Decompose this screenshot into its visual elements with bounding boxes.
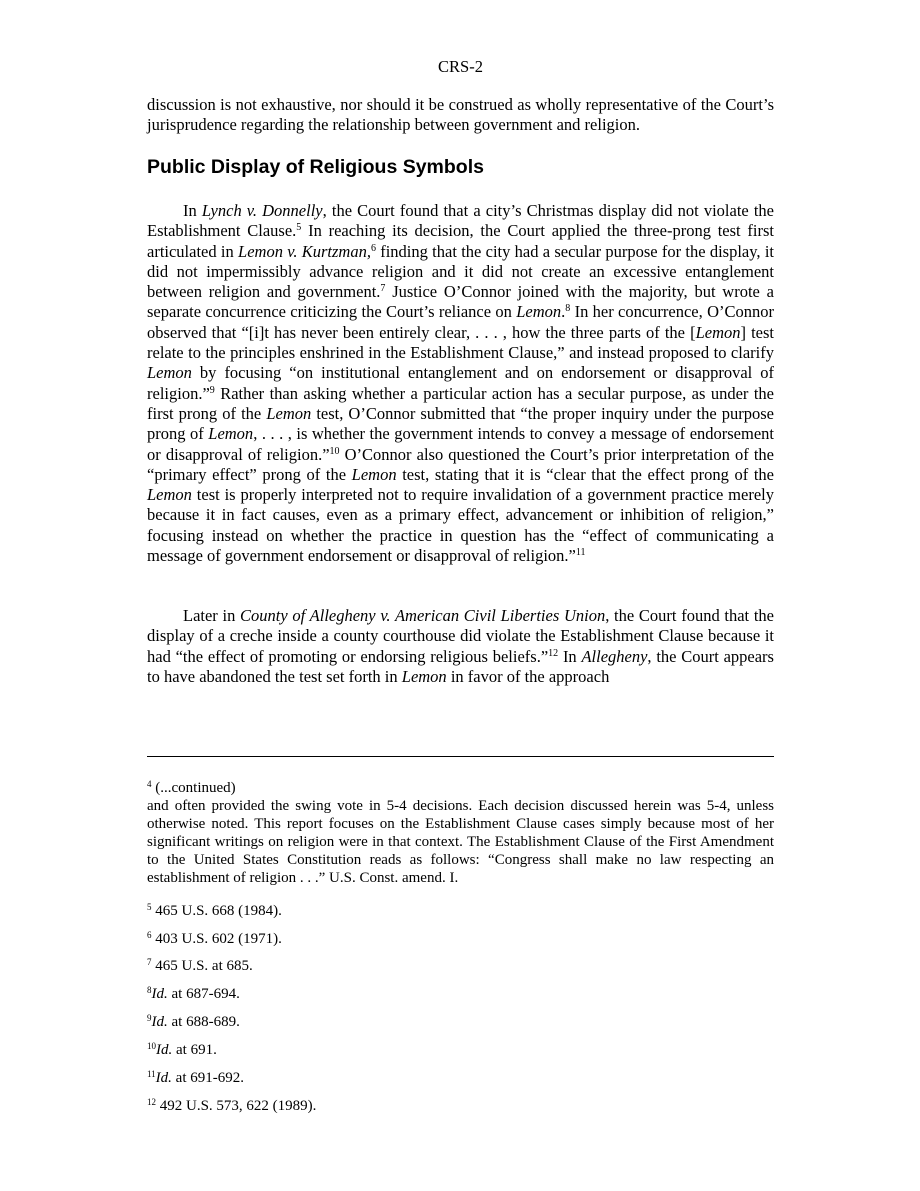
footnote-4-continued [147,779,774,887]
text-run: In [558,646,582,666]
footnote-number: 10 [147,1041,156,1051]
footnote-text: 403 U.S. 602 (1971). [151,931,282,947]
footnote-continued-label [147,779,774,797]
footnote-italic: Id. [151,1014,168,1030]
case-name: Lemon [147,363,192,383]
footnote-number: 9 [147,1013,152,1023]
footnote-number: 7 [147,957,152,967]
text-run: , . . . , is whether the government intends to convey a message of endorsement or disapproval of religion.” [147,424,774,464]
footnote-6 [147,930,774,948]
footnote-text: at 691-692. [171,1070,244,1086]
footnote-12 [147,1097,774,1115]
text-run: , the Court found that a city’s Christmas display did not violate the Establishment Clause. [147,201,774,241]
footnote-italic: Id. [156,1042,173,1058]
footnote-ref: 10 [329,445,340,457]
footnote-number: 12 [147,1097,156,1107]
footnote-11 [147,1069,774,1087]
text-run: Later in [183,606,241,625]
text-run: test is properly interpreted not to require invalidation of a government practice merely because it in fact causes, even as a primary effect, advancement or inhibition of religion,” focusing instead on whether the practice in question has the “effect of communicating a message of government endorsement or disapproval of religion.” [147,485,774,566]
footnote-text: 465 U.S. 668 (1984). [151,903,282,919]
footnote-ref: 6 [370,242,376,254]
footnote-ref: 5 [296,222,302,234]
footnote-text: 492 U.S. 573, 622 (1989). [156,1098,317,1114]
text-run: , the Court found that the display of a creche inside a county courthouse did violate the Establishment Clause because it had “the effect of promoting or endorsing religious beliefs.” [147,606,774,666]
footnote-ref: 11 [575,547,586,559]
page-header [147,57,774,77]
text-run: O’Connor also questioned the Court’s prior interpretation of the “primary effect” prong of the [147,444,774,484]
footnote-7 [147,957,774,975]
case-name: Lemon [208,424,254,444]
footnote-text: at 691. [172,1042,217,1058]
text-run: Justice O’Connor joined with the majority, but wrote a separate concurrence criticizing the Court’s reliance on [147,282,774,322]
footnote-number: 4 [147,779,152,789]
case-name: Lemon v. Kurtzman, [238,241,371,261]
footnote-9 [147,1013,774,1031]
paragraph-allegheny [147,606,774,687]
text-run: In her concurrence, O’Connor observed that “[i]t has never been entirely clear, . . . , how the three parts of the [ [147,302,774,342]
case-name: Lemon [695,322,741,342]
footnote-italic: Id. [151,986,168,1002]
case-name: Lemon [266,403,312,423]
text-run: , the Court appears to have abandoned the test set forth in [147,646,774,686]
text-run: In reaching its decision, the Court applied the three-prong test first articulated in [147,221,774,261]
case-name: County of Allegheny v. American Civil Liberties Union [240,606,606,625]
text-run: In [183,201,202,220]
text-run: finding that the city had a secular purpose for the display, it did not impermissibly advance religion and it did not create an excessive entanglement between religion and government. [147,241,774,302]
footnote-number: 6 [147,930,152,940]
page-label: CRS-2 [438,57,483,76]
footnote-ref: 12 [548,647,559,659]
case-name: Allegheny [581,646,648,666]
footnote-10 [147,1041,774,1059]
footnote-ref: 8 [565,303,571,315]
case-name: Lynch v. Donnelly [201,201,323,220]
footnote-5 [147,902,774,920]
text-run: by focusing “on institutional entanglement and on endorsement or disapproval of religion.” [147,363,774,403]
footnote-8 [147,985,774,1003]
case-name: Lemon [401,666,447,686]
text-run: in favor of the approach [446,666,610,686]
text-run: . [561,302,566,322]
text-run: Rather than asking whether a particular action has a secular purpose, as under the first prong of the [147,383,774,423]
footnote-text: at 688-689. [167,1014,240,1030]
case-name: Lemon [516,302,562,322]
case-name: Lemon [351,464,397,484]
footnote-italic: Id. [155,1070,172,1086]
footnote-ref: 9 [209,384,215,396]
paragraph-lynch [147,201,774,566]
footnote-number: 11 [147,1069,156,1079]
footnote-number: 5 [147,902,152,912]
footnote-divider [147,756,774,757]
footnote-number: 8 [147,985,152,995]
footnote-text: 465 U.S. at 685. [151,958,253,974]
section-heading: Public Display of Religious Symbols [147,156,484,178]
footnote-continued-text: and often provided the swing vote in 5-4 decisions. Each decision discussed herein was 5-4, unless otherwise noted. This report focuses on the Establishment Clause cases simply because most of her significant writings on religion were in that context. The Establishment Clause of the First Amendment to the United States Constitution reads as follows: “Congress shall make no law respecting an establishment of religion . . .” U.S. Const. amend. I. [147,798,774,886]
text-run: test, O’Connor submitted that “the proper inquiry under the purpose prong of [147,403,774,444]
footnote-text: (...continued) [151,780,236,796]
case-name: Lemon [147,485,192,505]
footnote-ref: 7 [380,283,386,295]
continuation-paragraph: discussion is not exhaustive, nor should it be construed as wholly representative of the Court’s jurisprudence regarding the relationship between government and religion. [147,95,774,135]
text-run: ] test relate to the principles enshrined in the Establishment Clause,” and instead proposed to clarify [147,322,774,363]
footnote-text: at 687-694. [167,986,240,1002]
text-run: test, stating that it is “clear that the effect prong of the [396,464,774,484]
